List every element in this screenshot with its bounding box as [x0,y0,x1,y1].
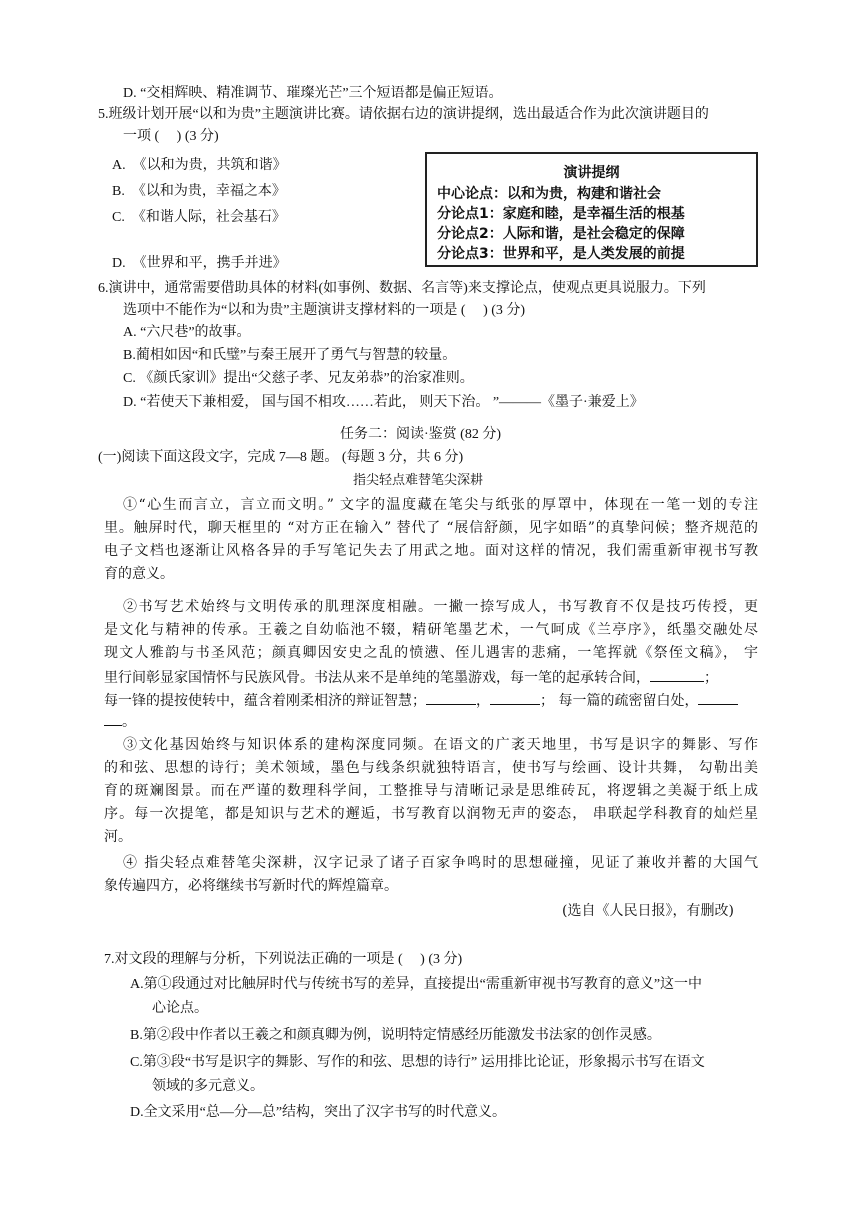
p3-line4: 序。每一次提笔，都是知识与艺术的邂逅，书写教育以润物无声的姿态， 串联起学科教育的灿烂星 [104,806,758,822]
q7-option-c-line2: 领域的多元意义。 [152,1079,264,1094]
q6-option-c: C. 《颜氏家训》提出“父慈子孝、兄友弟恭”的治家准则。 [123,371,474,386]
p2-line5-end: ； 每一篇的疏密留白处， [540,693,699,709]
outline-point-3: 分论点3：世界和平，是人类发展的前提 [437,246,685,262]
p3-line3: 育的斑斓图景。而在严谨的数理科学间，工整推导与清晰记录是思维砖瓦，将逻辑之美凝于纸上成 [104,783,758,799]
p1-line1: ①“心生而言立，言立而文明。” 文字的温度藏在笔尖与纸张的厚罩中，体现在一笔一划的专注 [123,497,758,513]
p1-line2: 里。触屏时代，聊天框里的 “对方正在输入” 替代了 “展信舒颜，见字如晤”的真挚问候；整齐规范的 [104,520,758,536]
p2-line6 [104,711,136,731]
q6-stem-line1: 6.演讲中，通常需要借助具体的材料(如事例、数据、名言等)来支撑论点，使观点更具说服力。下列 [98,281,706,296]
q5-option-c: C. 《和谐人际，社会基石》 [112,210,286,225]
q5-option-a: A. 《以和为贵，共筑和谐》 [112,158,287,173]
q6-option-a: A. “六尺巷”的故事。 [123,325,251,340]
outline-central-thesis: 中心论点：以和为贵，构建和谐社会 [437,186,661,202]
p2-line4 [104,667,718,687]
answer-blank-2[interactable] [426,690,476,705]
q7-option-c-line1: C.第③段“书写是识字的舞影、写作的和弦、思想的诗行” 运用排比论证，形象揭示书写在语文 [130,1055,705,1070]
p1-line3: 电子文档也逐渐让风格各异的手写笔记失去了用武之地。面对这样的情况，我们需重新审视书写教 [104,543,758,559]
p2-line5-text: 每一锋的提按使转中，蕴含着刚柔相济的辩证智慧； [104,693,426,709]
q6-stem-line2: 选项中不能作为“以和为贵”主题演讲支撑材料的一项是 ( ) (3 分) [123,303,526,318]
q7-option-a-line2: 心论点。 [152,1001,208,1016]
p4-line1: ④ 指尖轻点难替笔尖深耕，汉字记录了诸子百家争鸣时的思想碰撞，见证了兼收并蓄的大国气 [123,855,758,871]
q7-stem: 7.对文段的理解与分析，下列说法正确的一项是 ( ) (3 分) [104,952,463,967]
p3-line1: ③文化基因始终与知识体系的建构深度同频。在语文的广袤天地里，书写是识字的舞影、写作 [123,737,758,753]
q5-option-d: D. 《世界和平，携手并进》 [112,256,287,271]
p2-line5-comma: ， [476,693,490,709]
section-intro: (一)阅读下面这段文字，完成 7—8 题。 (每题 3 分，共 6 分) [98,450,464,465]
p2-line3: 现文人雅韵与书圣风范；颜真卿因安史之乱的愤懑、侄儿遇害的悲痛，一笔挥就《祭侄文稿》， 宇 [104,645,758,661]
p2-line5 [104,690,738,710]
p2-line2: 是文化与精神的传承。王羲之自幼临池不辍，精研笔墨艺术，一气呵成《兰亭序》，纸墨交融处尽 [104,622,758,638]
source-citation: (选自《人民日报》，有删改) [562,903,734,919]
answer-blank-3[interactable] [490,690,540,705]
answer-blank-1[interactable] [650,667,704,682]
task2-heading: 任务二：阅读·鉴赏 (82 分) [340,427,501,442]
outline-title: 演讲提纲 [563,165,620,181]
p2-line1: ②书写艺术始终与文明传承的肌理深度相融。一撇一捺写成人，书写教育不仅是技巧传授，更 [123,599,758,615]
q5-stem-line1: 5.班级计划开展“以和为贵”主题演讲比赛。请依据右边的演讲提纲，选出最适合作为此次演讲题目的 [98,107,709,122]
p1-line4: 育的意义。 [104,566,174,582]
speech-outline-box [425,152,758,267]
p3-line2: 的和弦、思想的诗行；美术领域，墨色与线条织就独特语言，使书写与绘画、设计共舞， 勾勒出美 [104,760,758,776]
q7-option-d: D.全文采用“总—分—总”结构，突出了汉字书写的时代意义。 [130,1105,507,1120]
q5-option-b: B. 《以和为贵，幸福之本》 [112,184,286,199]
answer-blank-4[interactable] [698,690,738,705]
q4-option-d: D. “交相辉映、精准调节、璀璨光芒”三个短语都是偏正短语。 [123,86,503,101]
outline-point-2: 分论点2：人际和谐，是社会稳定的保障 [437,226,685,242]
q5-stem-line2: 一项 ( ) (3 分) [123,129,219,144]
outline-point-1: 分论点1：家庭和睦，是幸福生活的根基 [437,206,685,222]
p3-line5: 河。 [104,829,132,845]
q6-option-d: D. “若使天下兼相爱， 国与国不相攻……若此， 则天下治。 ”———《墨子·兼爱上》 [123,395,644,410]
p4-line2: 象传遍四方，必将继续书写新时代的辉煌篇章。 [104,878,398,894]
p2-line4-end: ； [704,670,718,686]
q6-option-b: B.蔺相如因“和氏璧”与秦王展开了勇气与智慧的较量。 [123,348,457,363]
answer-blank-4-cont[interactable] [104,711,122,726]
q7-option-b: B.第②段中作者以王羲之和颜真卿为例，说明特定情感经历能激发书法家的创作灵感。 [130,1028,661,1043]
q7-option-a-line1: A.第①段通过对比触屏时代与传统书写的差异，直接提出“需重新审视书写教育的意义”这一中 [130,977,703,992]
p2-line4-text: 里行间彰显家国情怀与民族风骨。书法从来不是单纯的笔墨游戏，每一笔的起承转合间， [104,670,650,686]
p2-line6-end: 。 [122,714,136,730]
passage-title: 指尖轻点难替笔尖深耕 [353,473,484,488]
